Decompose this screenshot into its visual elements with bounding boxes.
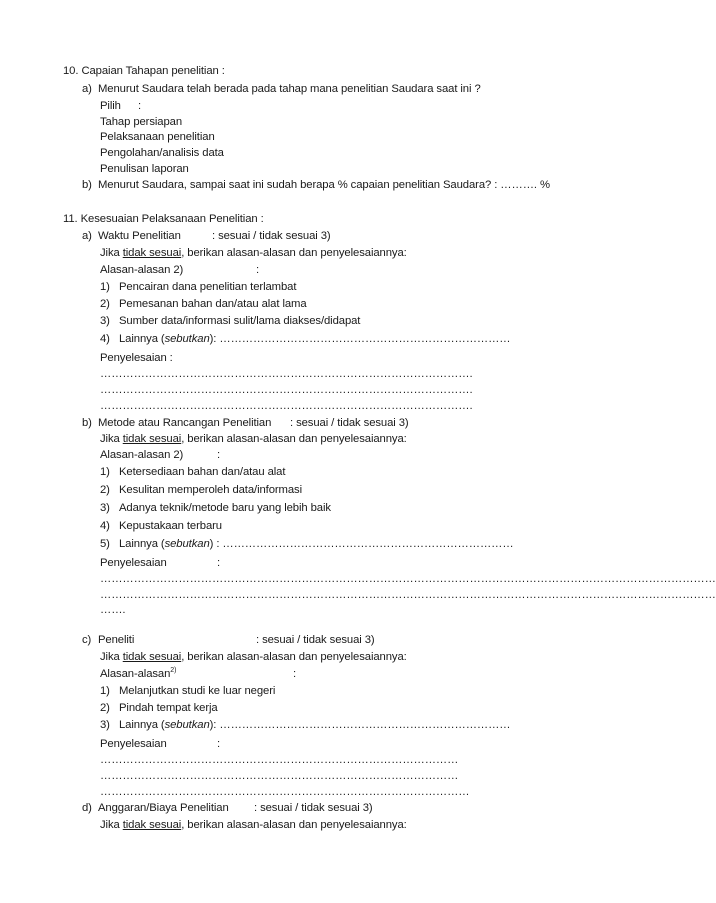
list-item-number: 1): [100, 281, 110, 293]
section-10-heading: 10. Capaian Tahapan penelitian :: [63, 65, 225, 77]
s10-a-label: a): [82, 83, 92, 95]
answer-dots: …….: [100, 604, 126, 616]
s11-b-label: b): [82, 417, 92, 429]
s10-b-label: b): [82, 179, 92, 191]
s11-c-label: c): [82, 634, 92, 646]
s10-option: Pelaksanaan penelitian: [100, 131, 215, 143]
list-item-number: 2): [100, 298, 110, 310]
list-item: Pemesanan bahan dan/atau alat lama: [119, 298, 307, 310]
s11-c-alasan-colon: :: [293, 668, 297, 680]
answer-dots: ……………………………………………………………………………………….: [100, 384, 473, 396]
answer-dots: ……………………………………………………………………………………….: [100, 400, 473, 412]
answer-dots: ……………………………………………………………………………………: [100, 770, 459, 782]
s11-c-instruction: Jika tidak sesuai, berikan alasan-alasan dan penyelesaiannya:: [100, 651, 407, 663]
s11-a-alasan-label: Alasan-alasan 2): [100, 264, 184, 276]
list-item: Kepustakaan terbaru: [119, 520, 222, 532]
s11-d-instruction: Jika tidak sesuai, berikan alasan-alasan dan penyelesaiannya:: [100, 819, 407, 831]
s11-c-penyelesaian-label: Penyelesaian: [100, 738, 167, 750]
list-item-number: 1): [100, 466, 110, 478]
s11-d-title: Anggaran/Biaya Penelitian: [98, 802, 229, 814]
s11-b-penyelesaian-colon: :: [217, 557, 221, 569]
s10-a-question: Menurut Saudara telah berada pada tahap mana penelitian Saudara saat ini ?: [98, 83, 481, 95]
answer-dots: ……………………………………………………………………………………….: [100, 368, 473, 380]
section-11-heading: 11. Kesesuaian Pelaksanaan Penelitian :: [63, 213, 264, 225]
s11-b-alasan-label: Alasan-alasan 2): [100, 449, 184, 461]
s11-b-title: Metode atau Rancangan Penelitian: [98, 417, 272, 429]
list-item-number: 5): [100, 538, 110, 550]
s11-a-status: : sesuai / tidak sesuai 3): [212, 230, 331, 242]
list-item: Melanjutkan studi ke luar negeri: [119, 685, 276, 697]
list-item: Kesulitan memperoleh data/informasi: [119, 484, 302, 496]
s11-b-penyelesaian-label: Penyelesaian: [100, 557, 167, 569]
s11-a-alasan-colon: :: [256, 264, 260, 276]
list-item-number: 4): [100, 520, 110, 532]
s10-option: Pengolahan/analisis data: [100, 147, 224, 159]
list-item-number: 2): [100, 702, 110, 714]
list-item-other: Lainnya (sebutkan): ……………………………………………………………………: [119, 333, 511, 345]
list-item-number: 3): [100, 315, 110, 327]
list-item-other: Lainnya (sebutkan): ……………………………………………………………………: [119, 719, 511, 731]
s11-b-status: : sesuai / tidak sesuai 3): [290, 417, 409, 429]
s11-a-instruction: Jika tidak sesuai, berikan alasan-alasan dan penyelesaiannya:: [100, 247, 407, 259]
list-item-number: 1): [100, 685, 110, 697]
s11-c-title: Peneliti: [98, 634, 135, 646]
answer-dots: ………………………………………………………………………………………: [100, 786, 470, 798]
list-item: Pencairan dana penelitian terlambat: [119, 281, 297, 293]
answer-dots: …………………………………………………………………………………………………………………………………………………: [100, 573, 716, 585]
list-item: Sumber data/informasi sulit/lama diakses/didapat: [119, 315, 361, 327]
s11-c-penyelesaian-colon: :: [217, 738, 221, 750]
s11-a-penyelesaian-label: Penyelesaian :: [100, 352, 173, 364]
list-item: Pindah tempat kerja: [119, 702, 218, 714]
answer-dots: ……………………………………………………………………………………: [100, 754, 459, 766]
s11-b-instruction: Jika tidak sesuai, berikan alasan-alasan dan penyelesaiannya:: [100, 433, 407, 445]
list-item-number: 3): [100, 719, 110, 731]
list-item: Ketersediaan bahan dan/atau alat: [119, 466, 286, 478]
list-item-number: 4): [100, 333, 110, 345]
answer-dots: …………………………………………………………………………………………………………………………………………………: [100, 589, 716, 601]
s11-c-status: : sesuai / tidak sesuai 3): [256, 634, 375, 646]
s10-option: Penulisan laporan: [100, 163, 189, 175]
s10-pilih-colon: :: [138, 100, 142, 112]
s11-b-alasan-colon: :: [217, 449, 221, 461]
s11-a-label: a): [82, 230, 92, 242]
s11-c-alasan-label: Alasan-alasan$^{2)}$: [100, 667, 177, 680]
list-item-number: 2): [100, 484, 110, 496]
list-item-number: 3): [100, 502, 110, 514]
s11-d-label: d): [82, 802, 92, 814]
s10-option: Tahap persiapan: [100, 116, 183, 128]
list-item: Adanya teknik/metode baru yang lebih baik: [119, 502, 331, 514]
s11-d-status: : sesuai / tidak sesuai 3): [254, 802, 373, 814]
list-item-other: Lainnya (sebutkan) : ……………………………………………………………………: [119, 538, 514, 550]
s10-pilih-label: Pilih: [100, 100, 121, 112]
s11-a-title: Waktu Penelitian: [98, 230, 181, 242]
s10-b-question: Menurut Saudara, sampai saat ini sudah berapa % capaian penelitian Saudara? : ………. %: [98, 179, 550, 191]
